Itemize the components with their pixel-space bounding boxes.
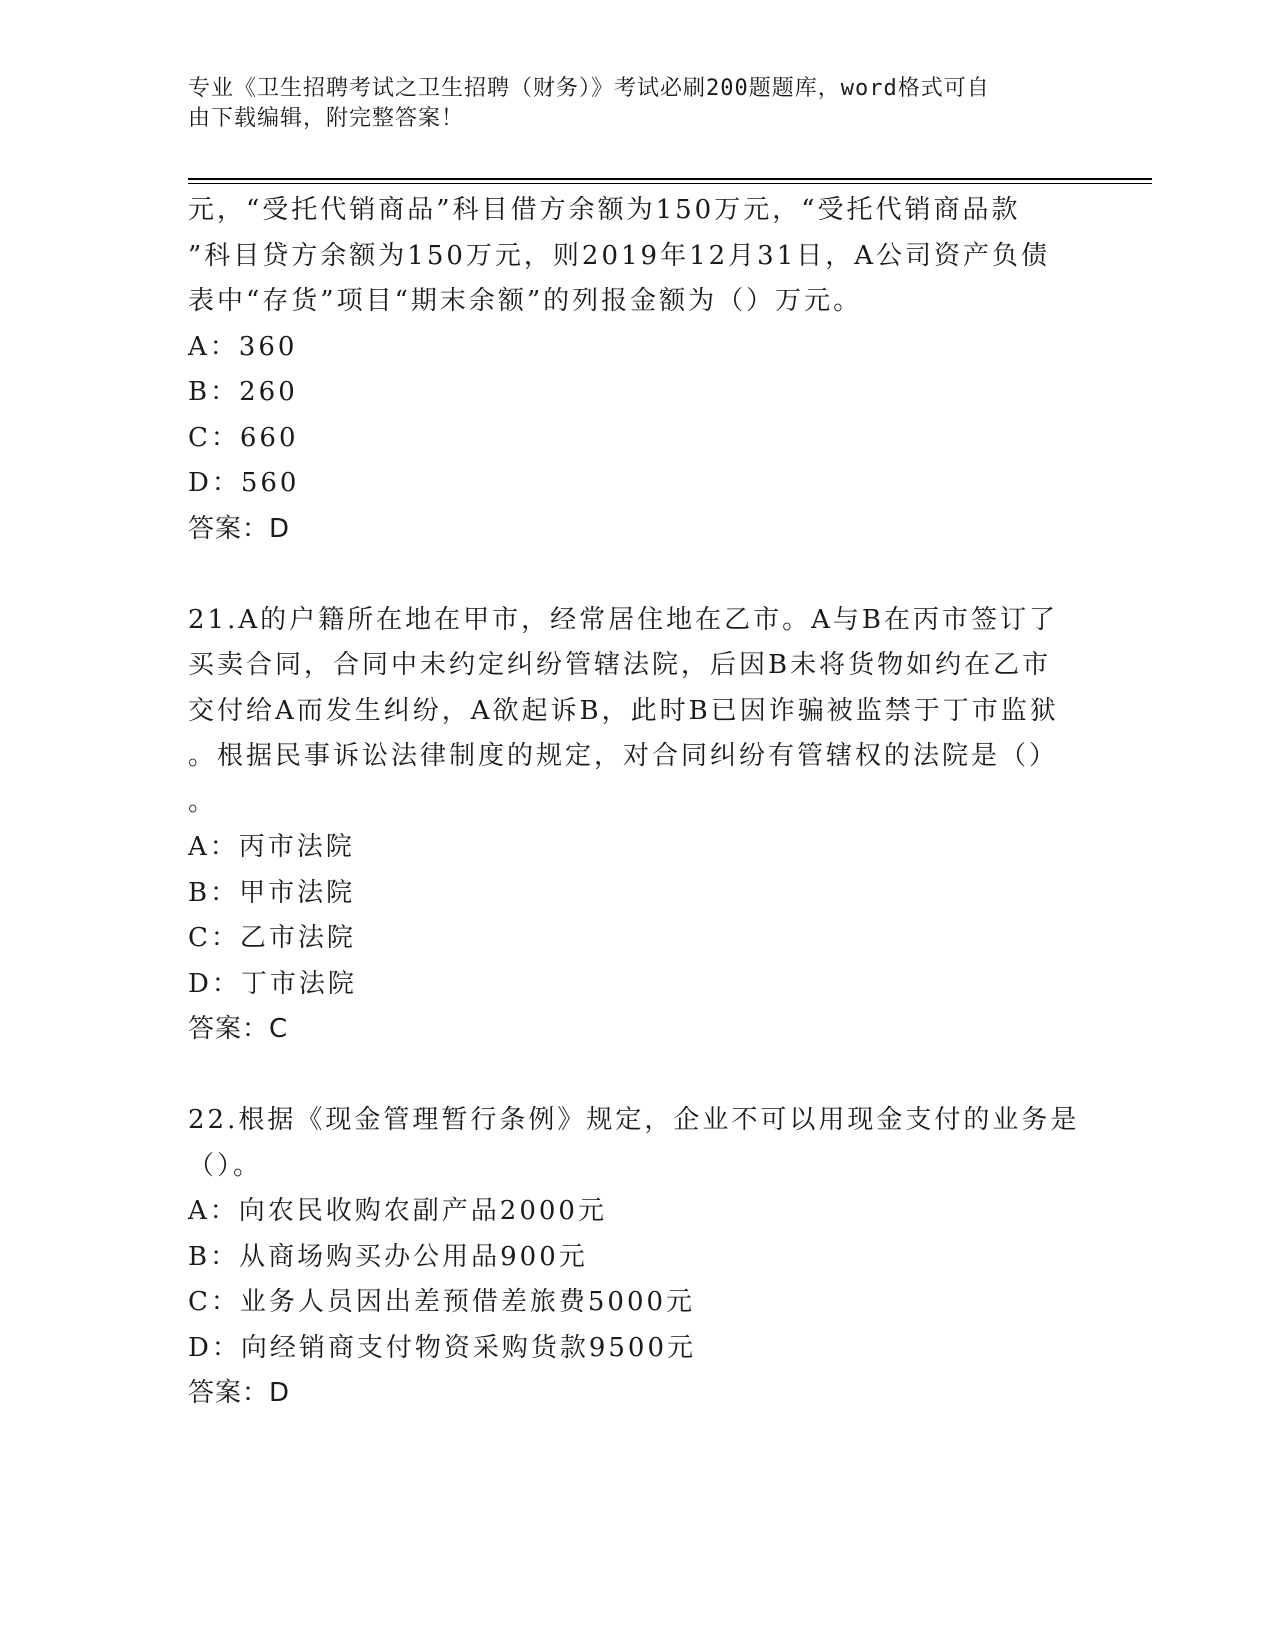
option-b: B：从商场购买办公用品900元 bbox=[188, 1241, 588, 1272]
question-stem-line: ”科目贷方余额为150万元，则2019年12月31日，A公司资产负债 bbox=[188, 240, 1051, 271]
question-stem-line: 。根据民事诉讼法律制度的规定，对合同纠纷有管辖权的法院是（） bbox=[188, 741, 1059, 771]
question-stem-line: 元，“受托代销商品”科目借方余额为150万元，“受托代销商品款 bbox=[188, 195, 1021, 225]
option-a: A：丙市法院 bbox=[188, 832, 355, 862]
answer-line: 答案：D bbox=[188, 1378, 291, 1408]
option-b: B：260 bbox=[188, 377, 298, 407]
question-22 bbox=[188, 1098, 1088, 1417]
header-line-1: 专业《卫生招聘考试之卫生招聘（财务）》考试必刷200题题库，word格式可自 bbox=[188, 76, 990, 101]
option-d: D：丁市法院 bbox=[188, 968, 357, 999]
option-a: A：360 bbox=[188, 331, 298, 362]
answer-line: 答案：C bbox=[188, 1014, 289, 1044]
option-c: C：乙市法院 bbox=[188, 923, 356, 953]
question-stem-line: （）。 bbox=[188, 1150, 263, 1181]
document-body bbox=[188, 188, 1088, 1417]
question-20 bbox=[188, 188, 1088, 552]
question-stem-line: 22.根据《现金管理暂行条例》规定，企业不可以用现金支付的业务是 bbox=[188, 1105, 1080, 1135]
option-a: A：向农民收购农副产品2000元 bbox=[188, 1196, 607, 1226]
question-stem-line: 。 bbox=[188, 786, 218, 817]
option-c: C：660 bbox=[188, 422, 299, 453]
option-d: D：560 bbox=[188, 468, 300, 498]
question-spacer bbox=[188, 1053, 1088, 1099]
question-stem-line: 表中“存货”项目“期末余额”的列报金额为（）万元。 bbox=[188, 286, 863, 316]
question-stem-line: 21.A的户籍所在地在甲市，经常居住地在乙市。A与B在丙市签订了 bbox=[188, 604, 1059, 635]
option-c: C：业务人员因出差预借差旅费5000元 bbox=[188, 1287, 696, 1317]
option-d: D：向经销商支付物资采购货款9500元 bbox=[188, 1332, 697, 1363]
option-b: B：甲市法院 bbox=[188, 877, 356, 908]
answer-line: 答案：D bbox=[188, 513, 291, 544]
question-spacer bbox=[188, 552, 1088, 598]
header-divider-thick bbox=[188, 178, 1152, 180]
question-stem-line: 交付给A而发生纠纷，A欲起诉B，此时B已因诈骗被监禁于丁市监狱 bbox=[188, 695, 1059, 726]
question-stem-line: 买卖合同，合同中未约定纠纷管辖法院，后因B未将货物如约在乙市 bbox=[188, 650, 1052, 680]
document-header bbox=[188, 74, 1068, 134]
header-divider-thin bbox=[188, 183, 1152, 184]
header-line-2: 由下载编辑，附完整答案！ bbox=[188, 106, 465, 131]
question-21 bbox=[188, 598, 1088, 1053]
